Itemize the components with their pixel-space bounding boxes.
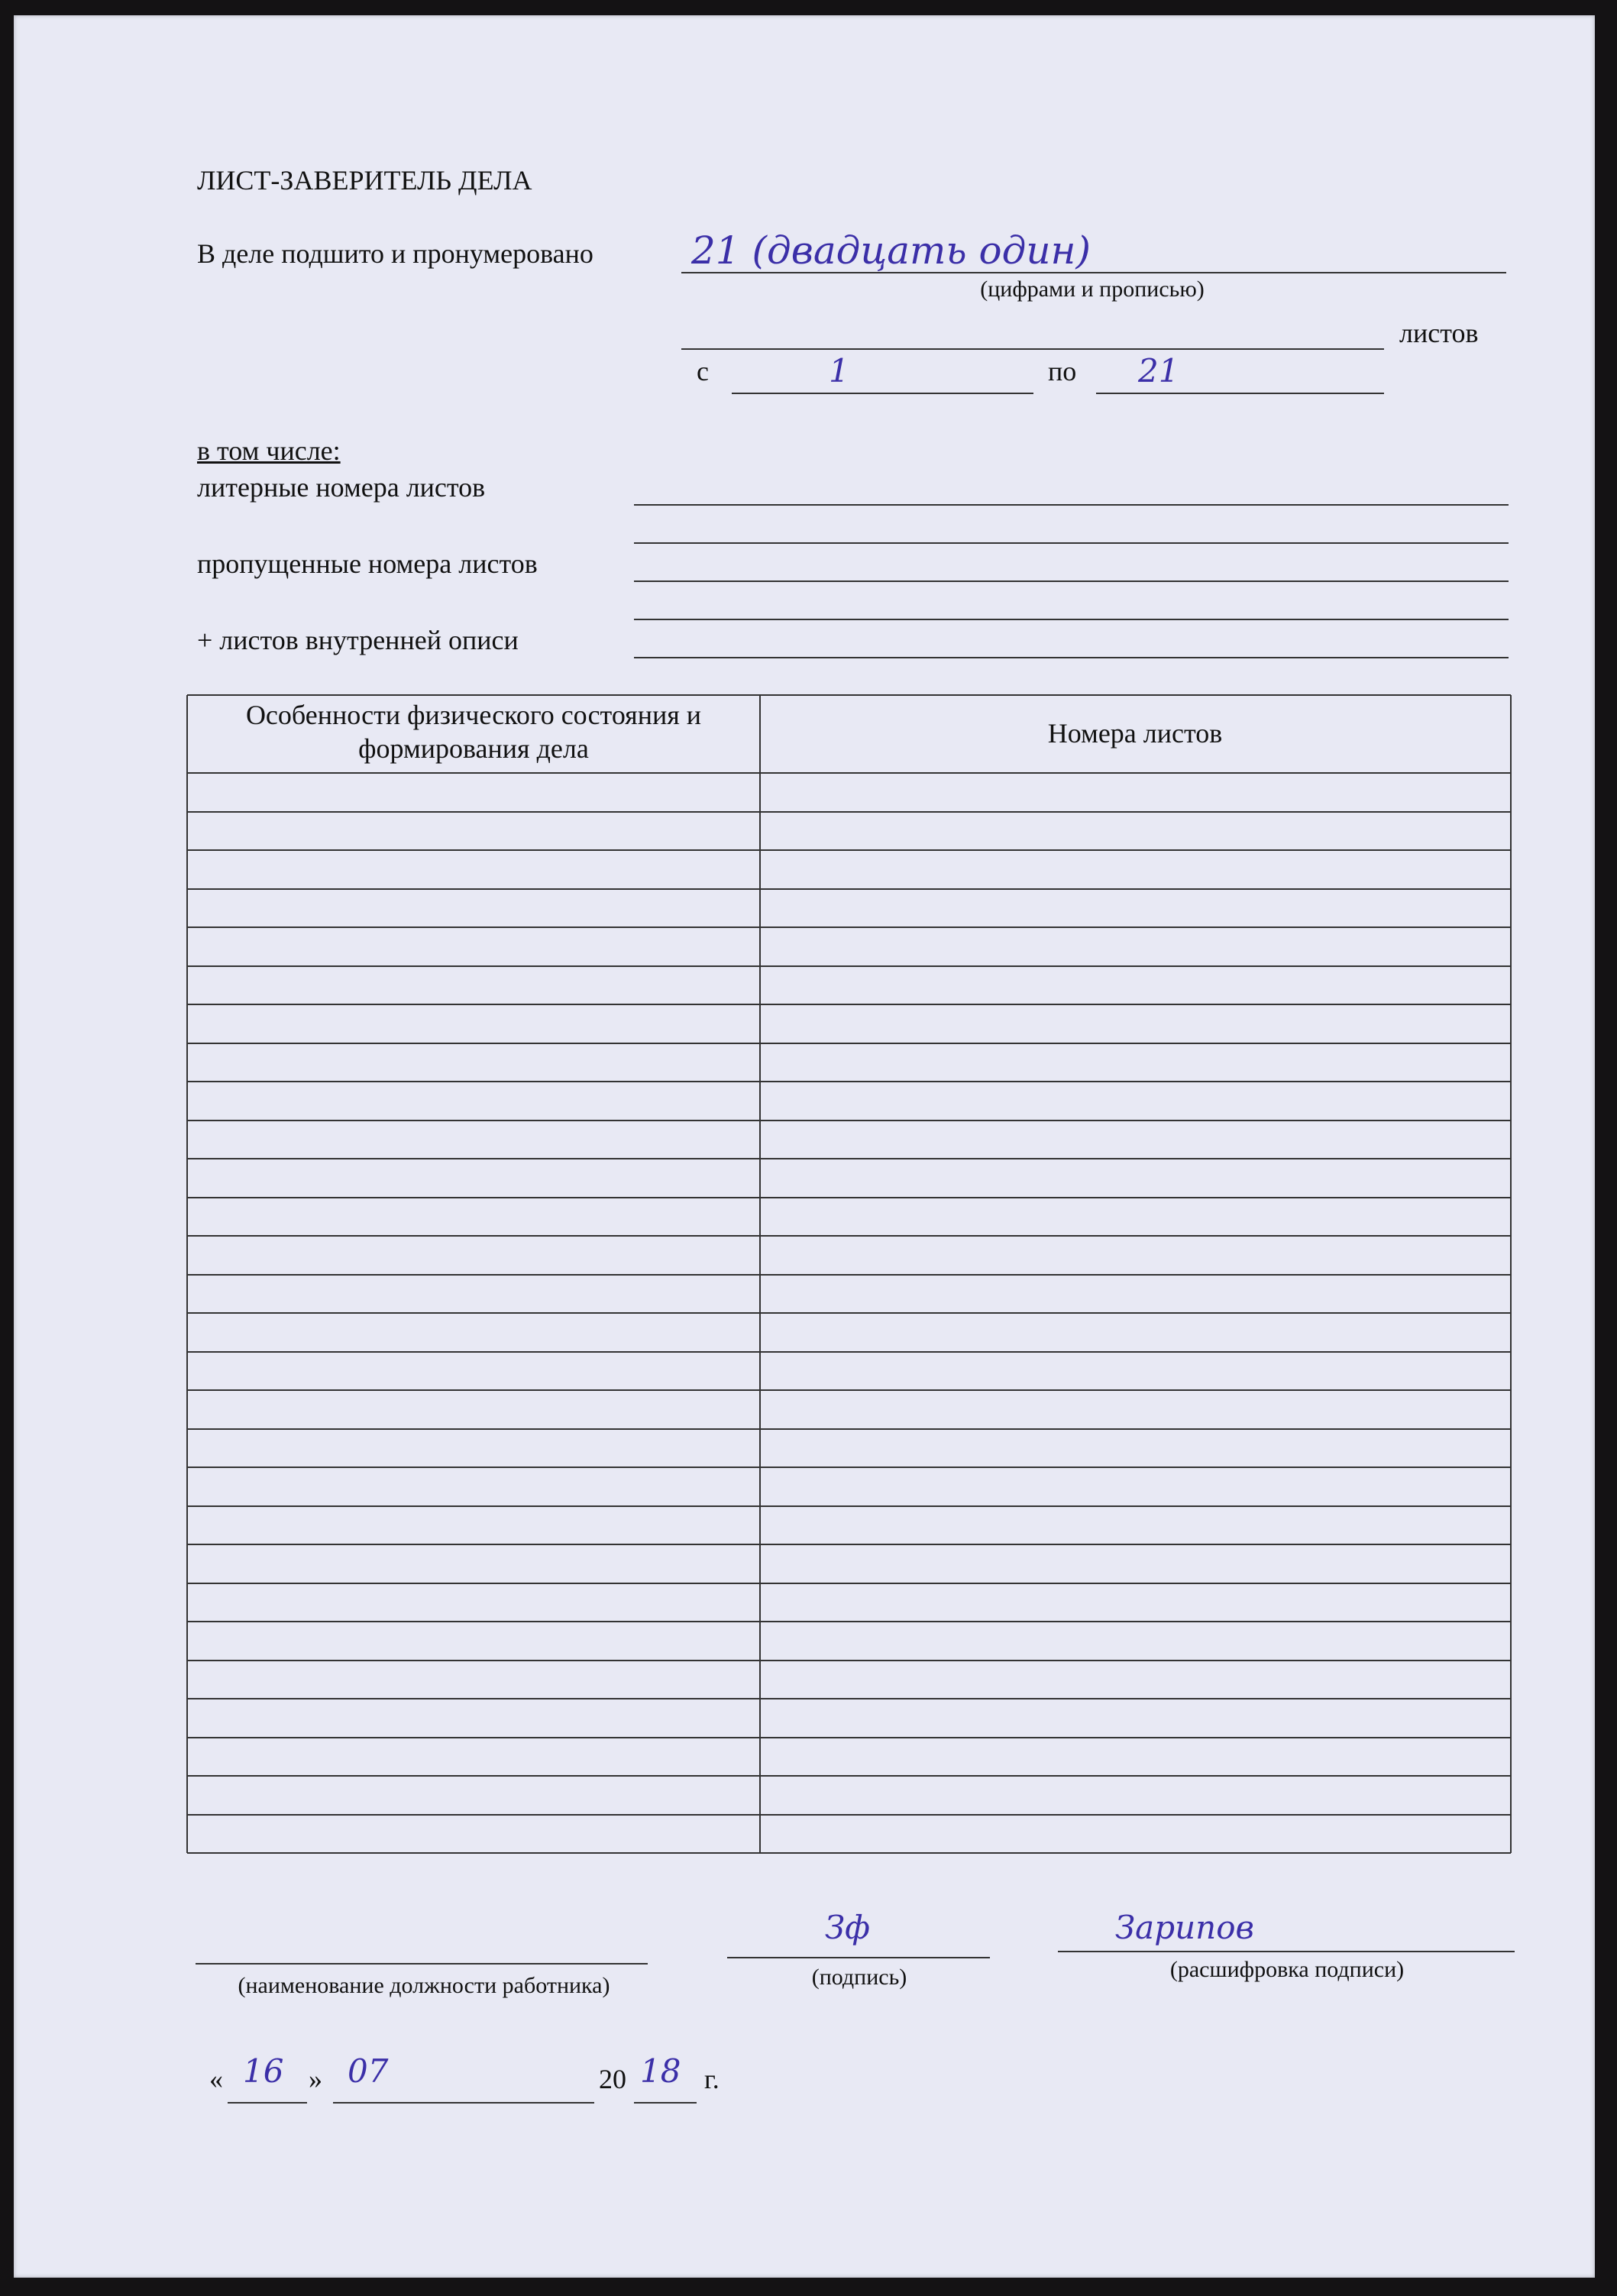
count-hint: (цифрами и прописью) <box>980 276 1205 302</box>
decipher-hint: (расшифровка подписи) <box>1169 1957 1405 1982</box>
decipher-line <box>1058 1951 1515 1952</box>
signature-line <box>727 1957 990 1958</box>
position-hint: (наименование должности работника) <box>238 1973 610 1998</box>
from-label: с <box>697 356 709 386</box>
to-value: 21 <box>1138 352 1179 390</box>
date-month-line <box>333 2102 594 2104</box>
date-year-prefix: 20 <box>599 2064 626 2094</box>
date-day: 16 <box>243 2052 284 2090</box>
position-line <box>196 1963 648 1965</box>
from-value: 1 <box>829 352 849 390</box>
to-label: по <box>1048 356 1077 386</box>
date-day-line <box>228 2102 307 2104</box>
missing-numbers-label: пропущенные номера листов <box>197 548 538 579</box>
date-open-quote: « <box>209 2064 223 2094</box>
date-suffix: г. <box>704 2064 720 2094</box>
inner-inventory-label: + листов внутренней описи <box>197 625 519 655</box>
date-year-suffix: 18 <box>640 2052 681 2090</box>
date-close-quote: » <box>309 2064 322 2094</box>
document-title: ЛИСТ-ЗАВЕРИТЕЛЬ ДЕЛА <box>197 165 532 196</box>
signature-hint: (подпись) <box>811 1965 907 1990</box>
date-month: 07 <box>348 2052 389 2090</box>
table-header-sheet-numbers: Номера листов <box>1047 718 1223 749</box>
count-handwritten-value: 21 (двадцать один) <box>691 228 1091 273</box>
including-label: в том числе: <box>197 435 341 466</box>
table-header-condition: Особенности физического состояния и формирования дела <box>245 700 702 764</box>
decipher-signature: Зарипов <box>1115 1909 1254 1946</box>
date-year-line <box>634 2102 697 2104</box>
count-label: В деле подшито и пронумеровано <box>197 238 593 269</box>
signature: Зф <box>825 1909 871 1946</box>
sheets-word: листов <box>1399 318 1479 348</box>
literal-numbers-label: литерные номера листов <box>197 472 486 503</box>
